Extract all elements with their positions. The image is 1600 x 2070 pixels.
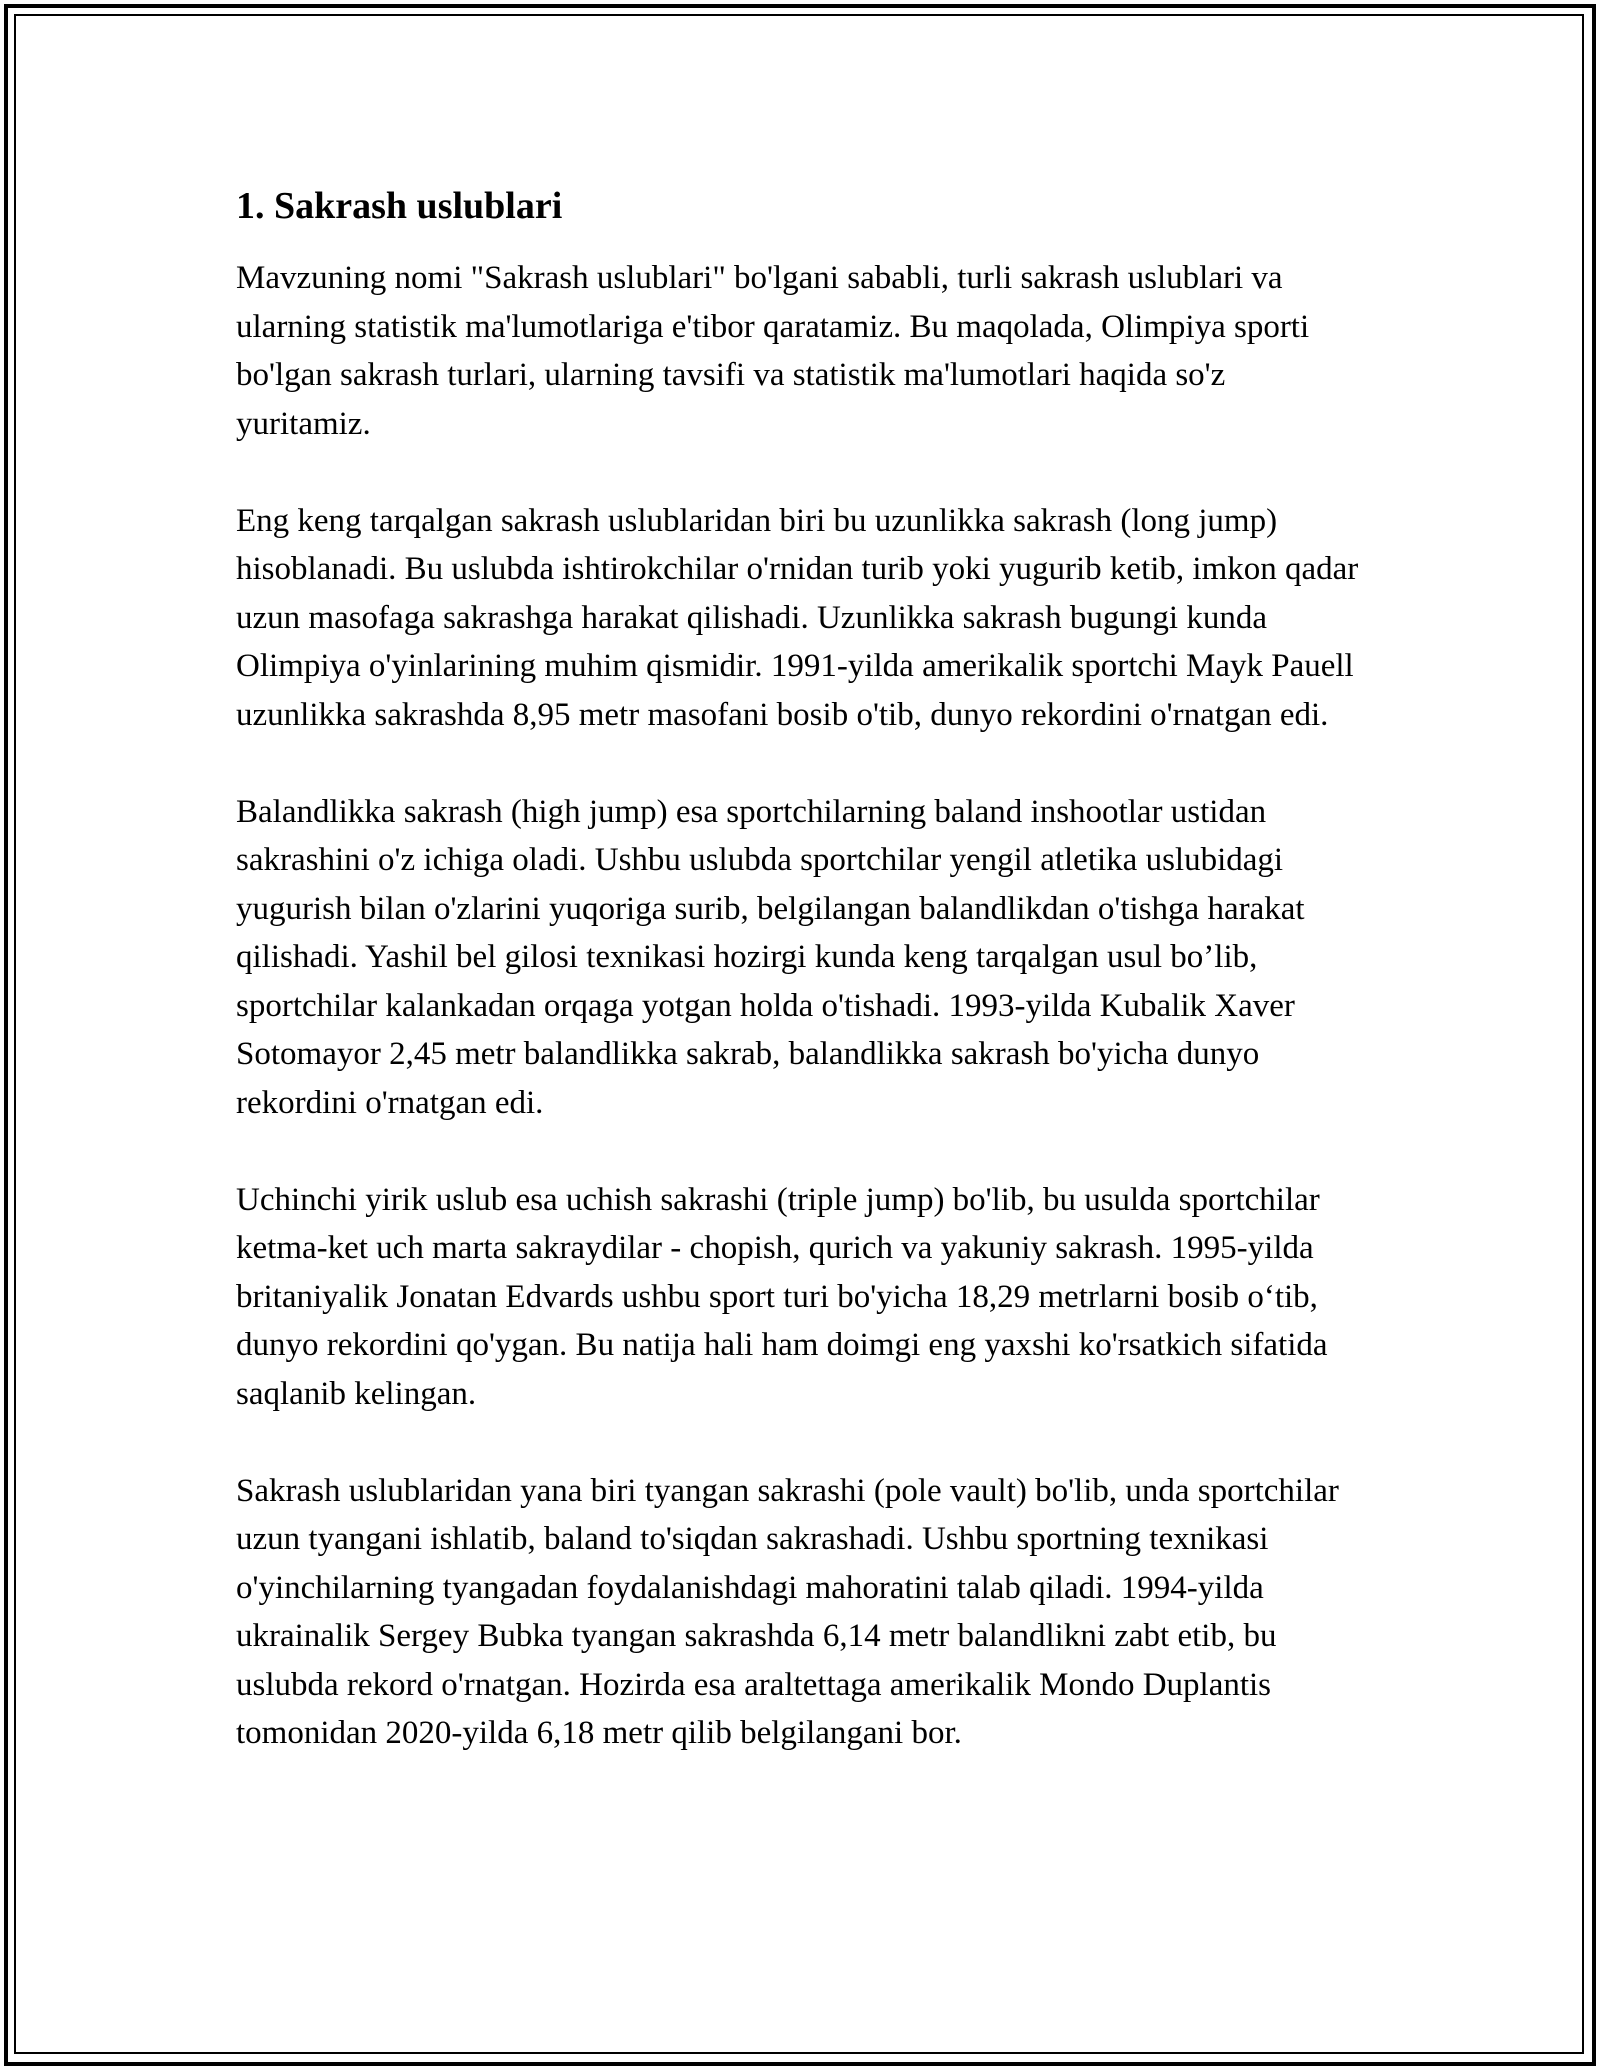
paragraph-long-jump: Eng keng tarqalgan sakrash uslublaridan biri bu uzunlikka sakrash (long jump) hisoblanadi. Bu uslubda ishtirokchilar o'rnidan turib yoki yugurib ketib, imkon qadar uzun masofaga sakrashga harakat qilishadi. Uzunlikka sakrash bugungi kunda Olimpiya o'yinlarining muhim qismidir. 1991-yilda amerikalik sportchi Mayk Pauell uzunlikka sakrashda 8,95 metr masofani bosib o'tib, dunyo rekordini o'rnatgan edi.: [236, 502, 1359, 733]
paragraph-high-jump: Balandlikka sakrash (high jump) esa sportchilarning baland inshootlar ustidan sakrashini o'z ichiga oladi. Ushbu uslubda sportchilar yengil atletika uslubidagi yugurish bilan o'zlarini yuqoriga surib, belgilangan balandlikdan o'tishga harakat qilishadi. Yashil bel gilosi texnikasi hozirgi kunda keng tarqalgan usul bo’lib, sportchilar kalankadan orqaga yotgan holda o'tishadi. 1993-yilda Kubalik Xaver Sotomayor 2,45 metr balandlikka sakrab, balandlikka sakrash bo'yicha dunyo rekordini o'rnatgan edi.: [236, 793, 1305, 1121]
document-body: [236, 182, 1366, 1806]
paragraph-intro: Mavzuning nomi "Sakrash uslublari" bo'lgani sababli, turli sakrash uslublari va ularning statistik ma'lumotlariga e'tibor qaratamiz. Bu maqolada, Olimpiya sporti bo'lgan sakrash turlari, ularning tavsifi va statistik ma'lumotlari haqida so'z yuritamiz.: [236, 260, 1310, 442]
section-heading: 1. Sakrash uslublari: [236, 185, 563, 227]
paragraph-triple-jump: Uchinchi yirik uslub esa uchish sakrashi (triple jump) bo'lib, bu usulda sportchilar ketma-ket uch marta sakraydilar - chopish, qurich va yakuniy sakrash. 1995-yilda britaniyalik Jonatan Edvards ushbu sport turi bo'yicha 18,29 metrlarni bosib o‘tib, dunyo rekordini qo'ygan. Bu natija hali ham doimgi eng yaxshi ko'rsatkich sifatida saqlanib kelingan.: [236, 1181, 1328, 1412]
paragraph-pole-vault: Sakrash uslublaridan yana biri tyangan sakrashi (pole vault) bo'lib, unda sportchilar uzun tyangani ishlatib, baland to'siqdan sakrashadi. Ushbu sportning texnikasi o'yinchilarning tyangadan foydalanishdagi mahoratini talab qiladi. 1994-yilda ukrainalik Sergey Bubka tyangan sakrashda 6,14 metr balandlikni zabt etib, bu uslubda rekord o'rnatgan. Hozirda esa araltettaga amerikalik Mondo Duplantis tomonidan 2020-yilda 6,18 metr qilib belgilangani bor.: [236, 1472, 1339, 1751]
